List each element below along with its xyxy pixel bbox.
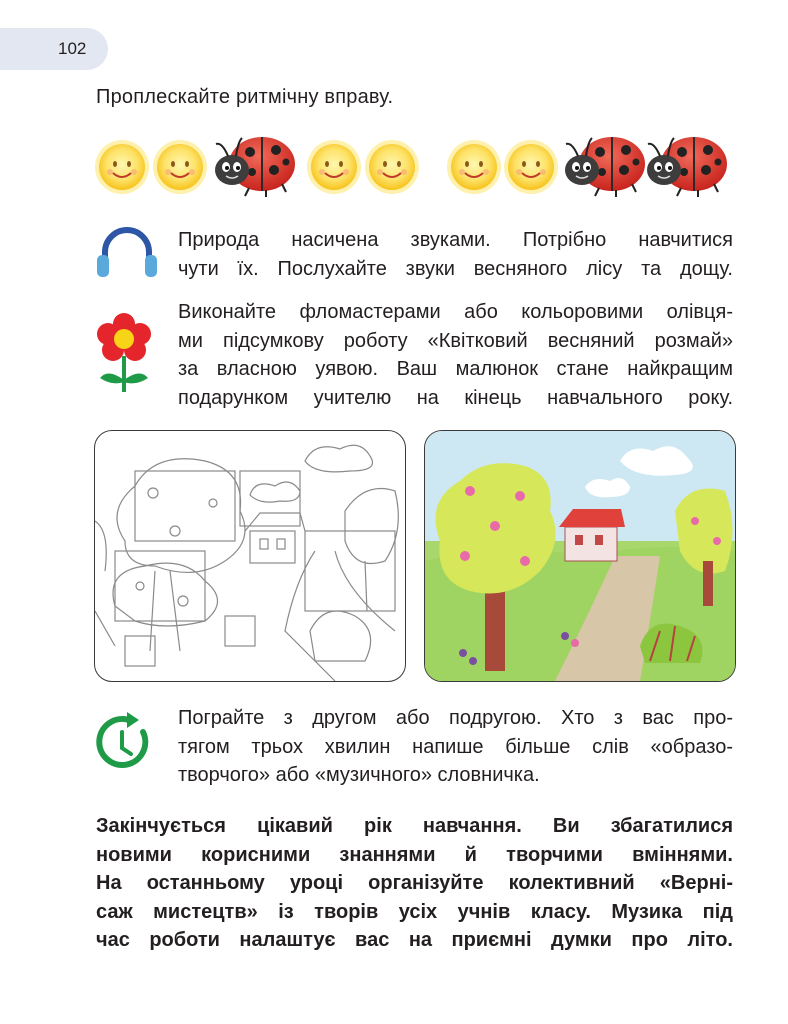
conclusion-text <box>96 812 733 955</box>
colored-landscape-image <box>424 430 736 682</box>
drawing-task-line: ми підсумкову роботу «Квітковий весняний розмай» <box>178 329 733 352</box>
listening-line: Природа насичена звуками. Потрібно навчитися <box>178 229 733 251</box>
timer-icon <box>95 710 151 772</box>
drawing-task-line: подарунком учителю на кінець навчального року. <box>178 386 733 409</box>
conclusion-line: новими корисними знаннями й творчими вміннями. <box>96 843 733 866</box>
page-number-tab <box>0 28 108 70</box>
drawing-task-line: Виконайте фломастерами або кольоровими олівця- <box>178 301 733 323</box>
game-text <box>178 704 733 790</box>
game-line: тягом трьох хвилин напише більше слів «образо- <box>178 735 733 758</box>
ladybug-icon <box>215 137 295 197</box>
conclusion-line: На останньому уроці організуйте колективний «Верні- <box>96 872 733 894</box>
flower-icon <box>96 312 152 394</box>
conclusion-line: час роботи налаштує вас на приємні думки про літо. <box>96 929 733 951</box>
conclusion-line: саж мистецтв» із творів усіх учнів класу. Музика під <box>96 900 733 923</box>
drawing-task-line: за власною уявою. Ваш малюнок стане найкращим <box>178 358 733 380</box>
listening-line: чути їх. Послухайте звуки весняного лісу та дощу. <box>178 257 733 280</box>
drawing-task-text <box>178 298 733 412</box>
game-line: Пограйте з другом або подругою. Хто з вас про- <box>178 707 733 729</box>
sun-icon <box>504 140 558 194</box>
conclusion-line: Закінчується цікавий рік навчання. Ви збагатилися <box>96 815 733 837</box>
ladybug-icon <box>565 137 645 197</box>
pencil-sketch-landscape-image <box>94 430 406 682</box>
sun-icon <box>447 140 501 194</box>
ladybug-icon <box>647 137 727 197</box>
game-line: творчого» або «музичного» словничка. <box>178 764 540 786</box>
sun-icon <box>95 140 149 194</box>
rhythm-instruction: Проплескайте ритмічну вправу. <box>96 86 394 108</box>
page-number: 102 <box>58 39 87 58</box>
listening-text <box>178 226 733 283</box>
rhythm-sequence <box>94 134 734 200</box>
sun-icon <box>365 140 419 194</box>
sun-icon <box>153 140 207 194</box>
headphones-icon <box>95 226 159 280</box>
sun-icon <box>307 140 361 194</box>
